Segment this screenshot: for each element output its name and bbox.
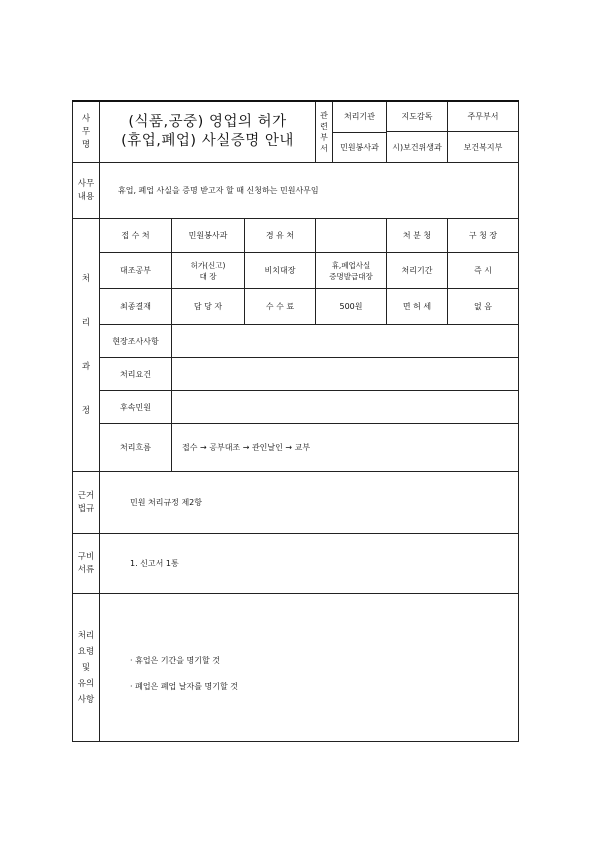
follow-up-value xyxy=(172,391,519,424)
legal-basis-label: 근거 법규 xyxy=(73,472,100,534)
related-dept-block xyxy=(316,101,387,163)
process-row-2 xyxy=(73,253,519,289)
kept-register-label: 비치대장 xyxy=(245,253,316,289)
disposal-office-label: 처 분 청 xyxy=(387,219,448,253)
main-dept-value: 보건복지부 xyxy=(448,132,519,163)
processing-period-value: 즉 시 xyxy=(448,253,519,289)
requirements-label: 처리요건 xyxy=(100,358,172,391)
process-side-label: 처 리 과 정 xyxy=(73,219,100,472)
process-flow-text: 접수 → 공부대조 → 관인날인 → 교부 xyxy=(172,424,519,472)
supervision-value: 시)보건위생과 xyxy=(387,132,448,163)
required-docs-label: 구비 서류 xyxy=(73,534,100,594)
disposal-office-value: 구 청 장 xyxy=(448,219,519,253)
receiving-office-value: 민원봉사과 xyxy=(172,219,245,253)
legal-basis-row xyxy=(73,472,519,534)
requirements-value xyxy=(172,358,519,391)
reference-register-label: 대조공부 xyxy=(100,253,172,289)
fee-label: 수 수 료 xyxy=(245,289,316,325)
notes-label: 처리 요령 및 유의 사항 xyxy=(73,594,100,742)
document-title: (식품,공중) 영업의 허가 (휴업,폐업) 사실증명 안내 xyxy=(100,101,316,163)
task-content-label: 사무 내용 xyxy=(73,163,100,219)
license-tax-label: 면 허 세 xyxy=(387,289,448,325)
header-row-1 xyxy=(73,101,519,132)
via-office-value xyxy=(316,219,387,253)
receiving-office-label: 접 수 처 xyxy=(100,219,172,253)
follow-up-label: 후속민원 xyxy=(100,391,172,424)
kept-register-value: 휴,폐업사실 증명발급대장 xyxy=(316,253,387,289)
task-name-label: 사 무 명 xyxy=(73,101,100,163)
task-content-text: 휴업, 폐업 사실을 증명 받고자 할 때 신청하는 민원사무임 xyxy=(100,163,519,219)
requirements-row xyxy=(73,358,519,391)
main-dept-header: 주무부서 xyxy=(448,101,519,132)
processing-period-label: 처리기간 xyxy=(387,253,448,289)
process-flow-row xyxy=(73,424,519,472)
license-tax-value: 없 음 xyxy=(448,289,519,325)
field-survey-label: 현장조사사항 xyxy=(100,325,172,358)
process-row-3 xyxy=(73,289,519,325)
processing-agency-header: 처리기관 xyxy=(333,102,386,133)
required-docs-row xyxy=(73,534,519,594)
notes-content xyxy=(100,594,519,742)
civil-affairs-form xyxy=(72,100,519,742)
field-survey-value xyxy=(172,325,519,358)
final-approval-value: 담 당 자 xyxy=(172,289,245,325)
note-item: · 폐업은 폐업 날자를 명기할 것 xyxy=(130,681,238,691)
task-content-row xyxy=(73,163,519,219)
field-survey-row xyxy=(73,325,519,358)
related-dept-label: 관 련 부 서 xyxy=(316,102,333,162)
process-flow-label: 처리흐름 xyxy=(100,424,172,472)
process-row-1 xyxy=(73,219,519,253)
supervision-header: 지도감독 xyxy=(387,101,448,132)
required-docs-text: 1. 신고서 1통 xyxy=(100,534,519,594)
reference-register-value: 허가(신고) 대 장 xyxy=(172,253,245,289)
notes-row xyxy=(73,594,519,742)
follow-up-row xyxy=(73,391,519,424)
fee-value: 500원 xyxy=(316,289,387,325)
legal-basis-text: 민원 처리규정 제2항 xyxy=(100,472,519,534)
processing-agency-value: 민원봉사과 xyxy=(340,143,379,152)
note-item: · 휴업은 기간을 명기할 것 xyxy=(130,655,220,665)
via-office-label: 경 유 처 xyxy=(245,219,316,253)
final-approval-label: 최종결재 xyxy=(100,289,172,325)
